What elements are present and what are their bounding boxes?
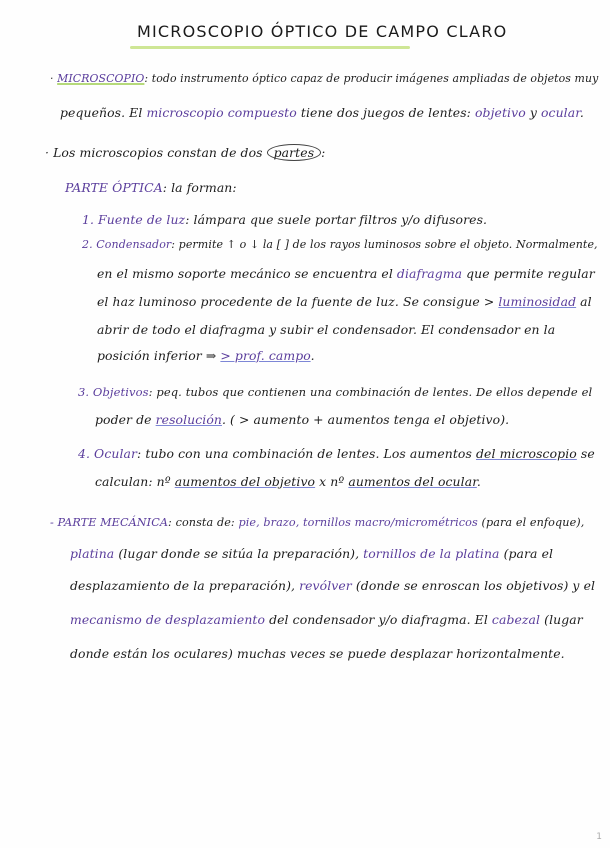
text: desplazamiento de la preparación), [70, 578, 300, 593]
text: : la forman: [162, 180, 237, 195]
text: . [310, 348, 315, 363]
text: pequeños. El [60, 105, 147, 120]
text: del condensador y/o diafragma. El [265, 612, 492, 627]
line-definition-2 [60, 105, 584, 120]
term-microscopio: MICROSCOPIO [57, 72, 145, 85]
term-objetivos: 3. Objetivos [78, 385, 149, 399]
item-objetivos [78, 385, 592, 399]
text: (lugar donde se sitúa la preparación), [114, 546, 364, 561]
text: y [525, 105, 541, 120]
term-del-microscopio: del microscopio [476, 446, 577, 461]
text: poder de [95, 412, 156, 427]
text: calculan: nº [95, 474, 175, 489]
mecanica-line2 [70, 546, 553, 561]
text: . ( > aumento + aumentos tenga el objetivo). [221, 412, 510, 427]
term-diafragma: diafragma [396, 266, 463, 281]
text: : consta de: [168, 516, 239, 529]
line-definition-1 [50, 72, 598, 85]
text: : tubo con una combinación de lentes. Los aumentos [137, 446, 476, 461]
text: se [576, 446, 595, 461]
text: posición inferior ⇒ [97, 348, 221, 363]
term-luminosidad: luminosidad [498, 294, 577, 309]
term-platina: platina [70, 546, 115, 561]
circled-word-partes: partes [267, 144, 322, 161]
text: . [476, 474, 481, 489]
term-parte-optica: PARTE ÓPTICA [65, 180, 163, 195]
item-ocular-line2 [95, 474, 481, 489]
text: : peq. tubos que contienen una combinación de lentes. De ellos depende el [148, 385, 593, 399]
text: tiene dos juegos de lentes: [296, 105, 475, 120]
item-condensador-line4 [97, 322, 555, 337]
term-aumentos-objetivo: aumentos del objetivo [174, 474, 316, 489]
term-microscopio-compuesto: microscopio compuesto [146, 105, 297, 120]
text: abrir de todo el diafragma y subir el condensador. El condensador en la [97, 322, 556, 337]
text: . [579, 105, 584, 120]
heading-parte-mecanica [50, 516, 584, 529]
term-cabezal: cabezal [491, 612, 541, 627]
heading-parte-optica [65, 180, 237, 195]
item-ocular [78, 446, 595, 461]
item-condensador [82, 238, 598, 251]
term-condensador: 2. Condensador [82, 238, 172, 251]
text: el haz luminoso procedente de la fuente de luz. Se consigue > [97, 294, 499, 309]
term-parte-mecanica: - PARTE MECÁNICA [50, 516, 169, 529]
text: en el mismo soporte mecánico se encuentra el [97, 266, 397, 281]
title-highlight [130, 46, 410, 49]
term-ocular: ocular [540, 105, 580, 120]
mecanica-line3 [70, 578, 595, 593]
item-objetivos-line2 [95, 412, 509, 427]
bullet-mark: · [45, 145, 50, 160]
term-componentes: pie, brazo, tornillos macro/micrométricos [238, 516, 478, 529]
term-resolucion: resolución [155, 412, 222, 427]
item-condensador-line2 [97, 266, 595, 281]
term-ocular-item: 4. Ocular [78, 446, 138, 461]
term-aumentos-ocular: aumentos del ocular [348, 474, 477, 489]
text: (para el enfoque), [477, 516, 585, 529]
text: : todo instrumento óptico capaz de producir imágenes ampliadas de objetos muy [144, 72, 599, 85]
mecanica-line5 [70, 646, 565, 661]
text: x nº [315, 474, 349, 489]
bullet-mark: · [50, 72, 54, 85]
term-prof-campo: > prof. campo [220, 348, 311, 363]
item-fuente-de-luz [82, 212, 487, 227]
text: : lámpara que suele portar filtros y/o difusores. [185, 212, 488, 227]
text: : permite ↑ o ↓ la [ ] de los rayos luminosos sobre el objeto. Normalmente, [171, 238, 598, 251]
term-tornillos-platina: tornillos de la platina [363, 546, 500, 561]
item-condensador-line3 [97, 294, 592, 309]
page-number: 1 [596, 832, 602, 842]
text: donde están los oculares) muchas veces se puede desplazar horizontalmente. [70, 646, 565, 661]
text: (lugar [540, 612, 583, 627]
text: : [321, 145, 326, 160]
text: (donde se enroscan los objetivos) y el [351, 578, 596, 593]
term-objetivo: objetivo [475, 105, 526, 120]
page-title: MICROSCOPIO ÓPTICO DE CAMPO CLARO [137, 22, 508, 41]
text: que permite regular [462, 266, 595, 281]
item-condensador-line5 [97, 348, 315, 363]
line-partes [45, 144, 325, 161]
text: Los microscopios constan de dos [53, 145, 267, 160]
text: (para el [499, 546, 554, 561]
text: al [576, 294, 592, 309]
term-revolver: revólver [299, 578, 352, 593]
term-mecanismo-desplazamiento: mecanismo de desplazamiento [70, 612, 266, 627]
mecanica-line4 [70, 612, 583, 627]
term-fuente-de-luz: 1. Fuente de luz [82, 212, 186, 227]
